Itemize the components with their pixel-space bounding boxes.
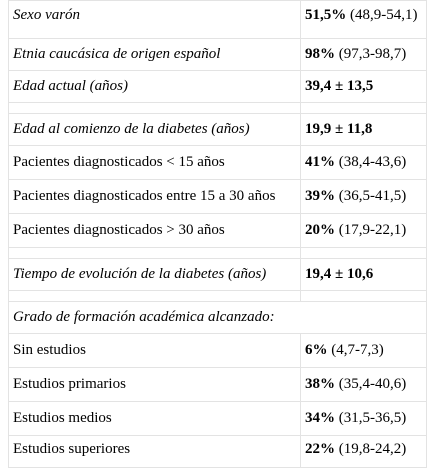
row-value: 22% — [305, 441, 335, 457]
table-spacer — [9, 291, 427, 302]
row-value: 20% — [305, 222, 335, 238]
row-ci: (19,8-24,2) — [338, 441, 407, 457]
row-value: 39,4 ± 13,5 — [305, 78, 374, 94]
row-ci: (17,9-22,1) — [338, 222, 407, 238]
row-value-cell — [301, 114, 427, 146]
row-value-cell — [301, 146, 427, 180]
row-value: 19,9 ± 11,8 — [305, 121, 373, 137]
row-value-cell — [301, 334, 427, 368]
row-value-cell — [301, 180, 427, 214]
row-label: Sin estudios — [9, 334, 301, 368]
table-row — [9, 146, 427, 180]
row-ci: (4,7-7,3) — [331, 342, 384, 358]
row-value-cell — [301, 368, 427, 402]
row-value: 39% — [305, 188, 335, 204]
table-row — [9, 259, 427, 291]
table-row — [9, 180, 427, 214]
row-value-cell — [301, 259, 427, 291]
row-ci: (97,3-98,7) — [338, 46, 407, 62]
table-row — [9, 334, 427, 368]
row-label: Pacientes diagnosticados entre 15 a 30 años — [9, 180, 301, 214]
row-value-cell — [301, 214, 427, 248]
row-value: 6% — [305, 342, 328, 358]
row-value-cell — [301, 71, 427, 103]
row-label: Pacientes diagnosticados < 15 años — [9, 146, 301, 180]
row-ci: (48,9-54,1) — [350, 7, 418, 23]
row-ci: (35,4-40,6) — [338, 376, 407, 392]
row-value-cell — [301, 402, 427, 436]
row-value: 19,4 ± 10,6 — [305, 266, 374, 282]
table-row — [9, 39, 427, 71]
row-value-cell — [301, 1, 427, 39]
table-row — [9, 214, 427, 248]
row-ci: (36,5-41,5) — [338, 188, 407, 204]
demographics-table — [8, 0, 427, 468]
table-spacer — [9, 248, 427, 259]
row-label: Tiempo de evolución de la diabetes (años) — [9, 259, 301, 291]
table-section-header — [9, 302, 427, 334]
row-value-cell — [301, 39, 427, 71]
row-value: 41% — [305, 154, 335, 170]
row-label: Estudios primarios — [9, 368, 301, 402]
table-row — [9, 368, 427, 402]
table-spacer — [9, 103, 427, 114]
row-value: 38% — [305, 376, 335, 392]
row-label: Edad al comienzo de la diabetes (años) — [9, 114, 301, 146]
row-ci: (38,4-43,6) — [338, 154, 407, 170]
table-row — [9, 114, 427, 146]
row-label: Etnia caucásica de origen español — [9, 39, 301, 71]
table-row — [9, 71, 427, 103]
section-heading: Grado de formación académica alcanzado: — [9, 302, 427, 334]
row-label: Estudios superiores — [9, 436, 301, 468]
row-label: Pacientes diagnosticados > 30 años — [9, 214, 301, 248]
row-value: 51,5% — [305, 7, 347, 23]
row-label: Sexo varón — [9, 1, 301, 39]
table-row — [9, 1, 427, 39]
row-value: 98% — [305, 46, 335, 62]
row-label: Estudios medios — [9, 402, 301, 436]
row-label: Edad actual (años) — [9, 71, 301, 103]
row-value: 34% — [305, 410, 335, 426]
table-row — [9, 402, 427, 436]
row-ci: (31,5-36,5) — [338, 410, 407, 426]
